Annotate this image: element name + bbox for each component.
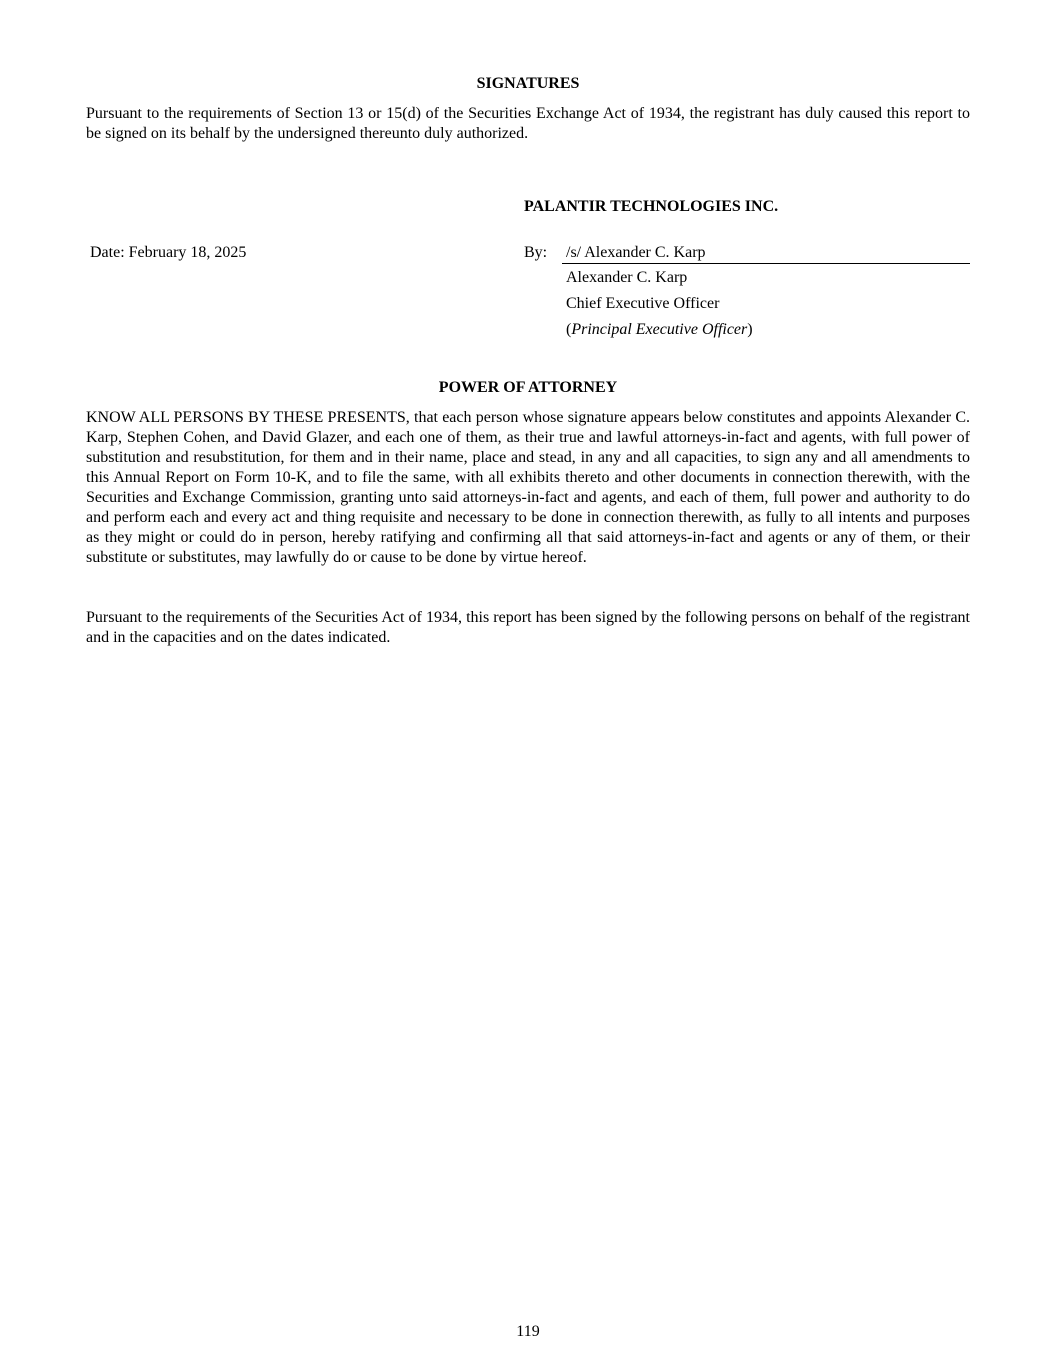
signature-line — [562, 243, 970, 264]
signature-date: Date: February 18, 2025 — [90, 244, 247, 261]
signatures-intro: Pursuant to the requirements of Section 13 or 15(d) of the Securities Exchange Act of 1934, the registrant has duly caused this report to be signed on its behalf by the undersigned thereunto duly authorized. — [86, 105, 970, 142]
capacity-close-paren: ) — [747, 321, 753, 338]
signer-title: Chief Executive Officer — [566, 295, 720, 312]
power-of-attorney-heading: POWER OF ATTORNEY — [438, 379, 618, 396]
capacity-open-paren: ( — [566, 321, 572, 338]
signatures-heading: SIGNATURES — [476, 75, 580, 92]
closing-paragraph: Pursuant to the requirements of the Securities Act of 1934, this report has been signed by the following persons on behalf of the registrant and in the capacities and on the dates indicated. — [86, 609, 970, 646]
signer-name: Alexander C. Karp — [566, 269, 688, 286]
signature-text: /s/ Alexander C. Karp — [566, 244, 706, 261]
by-label: By: — [524, 244, 548, 261]
page-number: 119 — [516, 1323, 540, 1340]
signer-capacity — [566, 320, 753, 340]
document-page — [86, 0, 970, 1365]
capacity-text: Principal Executive Officer — [571, 321, 748, 338]
company-name: PALANTIR TECHNOLOGIES INC. — [524, 198, 779, 215]
power-of-attorney-body: KNOW ALL PERSONS BY THESE PRESENTS, that each person whose signature appears below constitutes and appoints Alexander C. Karp, Stephen Cohen, and David Glazer, and each one of them, as their true and lawful attorneys-in-fact and agents, with full power of substitution and resubstitution, for them and in their name, place and stead, in any and all capacities, to sign any and all amendments to this Annual Report on Form 10-K, and to file the same, with all exhibits thereto and other documents in connection therewith, with the Securities and Exchange Commission, granting unto said attorneys-in-fact and agents, and each of them, full power and authority to do and perform each and every act and thing requisite and necessary to be done in connection therewith, as fully to all intents and purposes as they might or could do in person, hereby ratifying and confirming all that said attorneys-in-fact and agents or any of them, or their substitute or substitutes, may lawfully do or cause to be done by virtue hereof. — [86, 409, 970, 566]
